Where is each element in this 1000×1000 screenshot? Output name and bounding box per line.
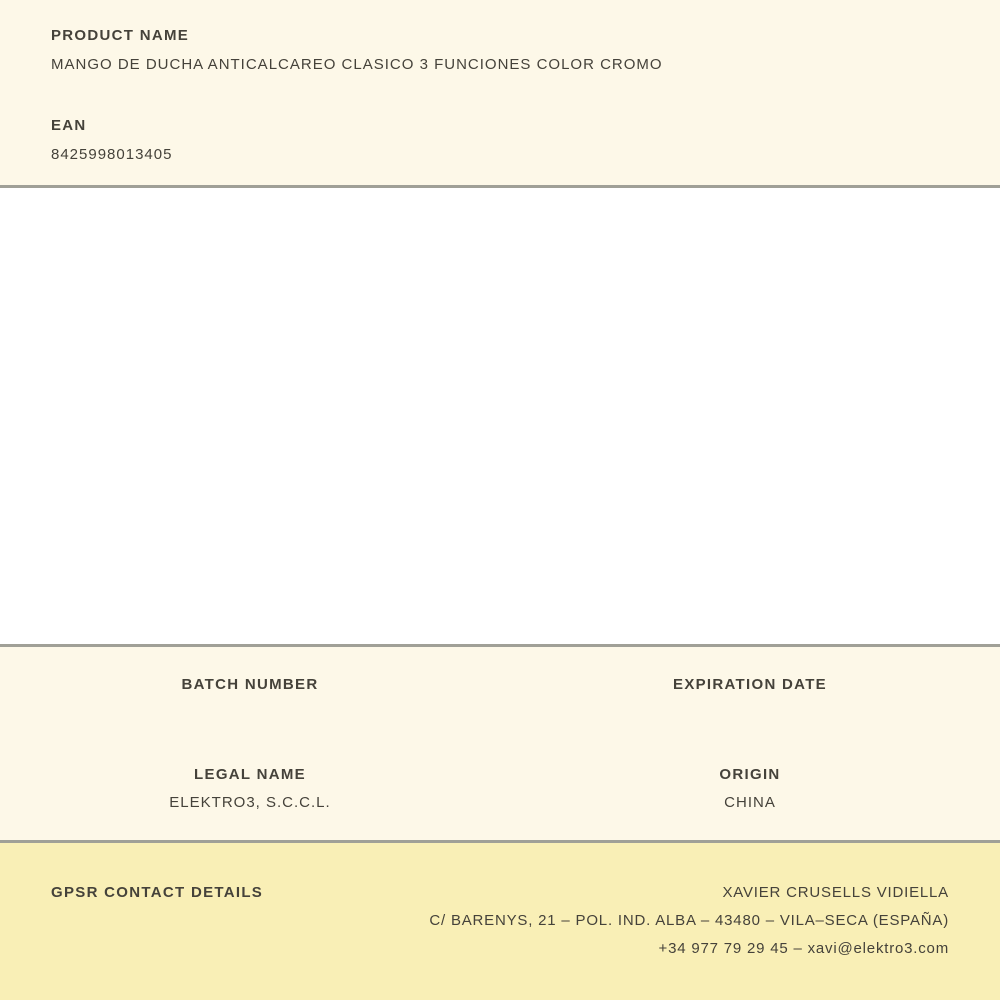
- origin-label: ORIGIN: [719, 766, 781, 783]
- expiration-date-label: EXPIRATION DATE: [673, 676, 827, 693]
- contact-phone-email: +34 977 79 29 45 – xavi@elektro3.com: [658, 940, 949, 957]
- ean-label: EAN: [51, 117, 87, 134]
- product-name-label: PRODUCT NAME: [51, 27, 190, 44]
- batch-number-label: BATCH NUMBER: [181, 676, 319, 693]
- contact-block: [429, 879, 949, 963]
- traceability-section: [0, 644, 1000, 843]
- legal-name-label: LEGAL NAME: [194, 766, 306, 783]
- spacer: [51, 73, 949, 117]
- contact-name: XAVIER CRUSELLS VIDIELLA: [722, 884, 949, 901]
- expiration-date-value: [500, 704, 1000, 721]
- batch-number-field: [0, 676, 500, 766]
- expiration-date-field: [500, 676, 1000, 766]
- gpsr-contact-section: [0, 843, 1000, 1000]
- origin-value: CHINA: [724, 794, 776, 811]
- batch-number-value: [0, 704, 500, 721]
- product-header-section: [0, 0, 1000, 188]
- contact-address: C/ BARENYS, 21 – POL. IND. ALBA – 43480 – VILA–SECA (ESPAÑA): [429, 912, 949, 929]
- ean-value: 8425998013405: [51, 146, 173, 163]
- product-name-value: MANGO DE DUCHA ANTICALCAREO CLASICO 3 FUNCIONES COLOR CROMO: [51, 56, 663, 73]
- gpsr-contact-details-label: GPSR CONTACT DETAILS: [51, 884, 264, 901]
- origin-field: [500, 766, 1000, 840]
- legal-name-value: ELEKTRO3, S.C.C.L.: [169, 794, 331, 811]
- legal-name-field: [0, 766, 500, 840]
- empty-image-area: [0, 188, 1000, 644]
